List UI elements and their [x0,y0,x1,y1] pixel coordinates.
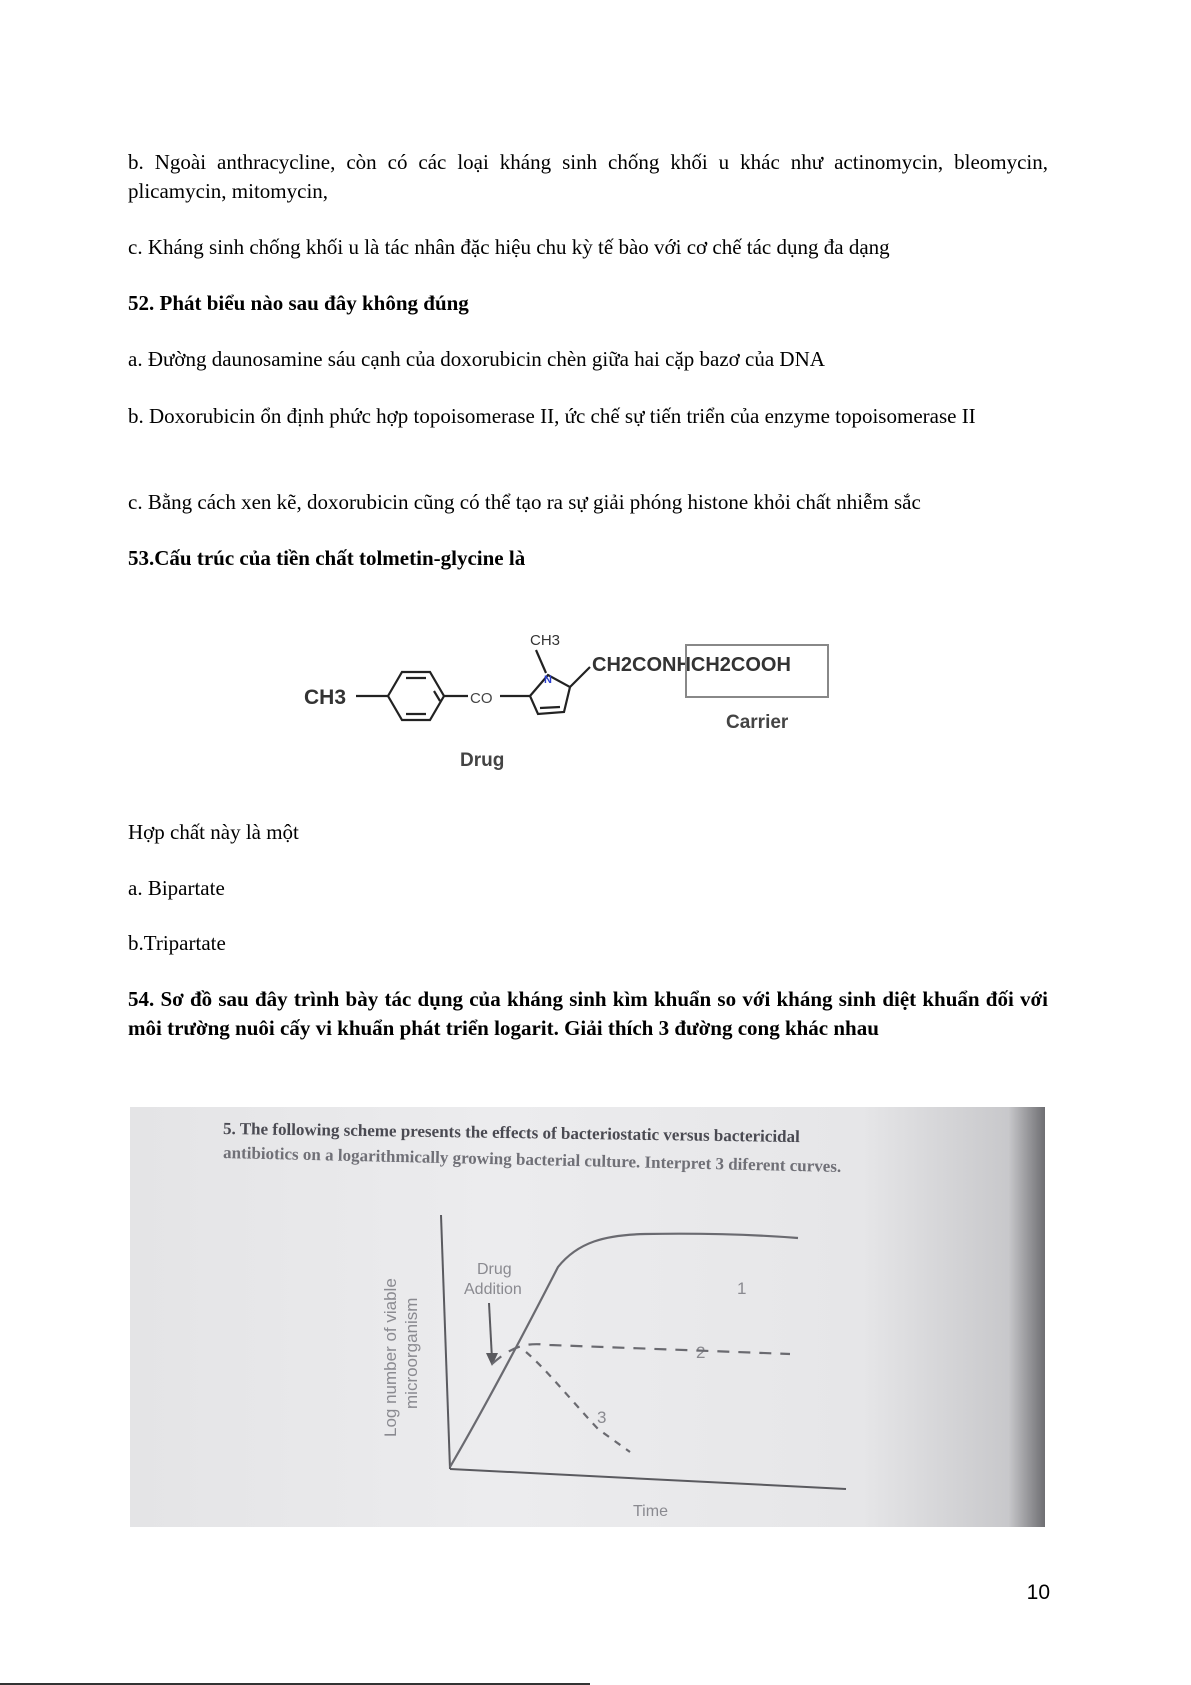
nitrogen-label: N [544,674,552,686]
curve-2-label: 2 [696,1343,706,1362]
option-c-antitumor-antibiotics: c. Kháng sinh chống khối u là tác nhân đặc hiệu chu kỳ tế bào với cơ chế tác dụng đa dạng [128,235,890,259]
curve-1-label: 1 [737,1279,747,1298]
question-52-title: 52. Phát biểu nào sau đây không đúng [128,291,469,315]
question-52-option-c: c. Bằng cách xen kẽ, doxorubicin cũng có thể tạo ra sự giải phóng histone khỏi chất nhiễm sắc [128,490,921,514]
drug-addition-label-line2: Addition [464,1281,522,1298]
photo-header-line2: antibiotics on a logarithmically growing bacterial culture. Interpret 3 diferent curves. [222,1143,842,1177]
drug-addition-label-line1: Drug [477,1261,512,1278]
question-52-option-b: b. Doxorubicin ổn định phức hợp topoisomerase II, ức chế sự tiến triển của enzyme topoisomerase II [128,404,976,428]
ch3-top-label: CH3 [530,632,561,649]
y-axis-label-line1: Log number of viable [381,1278,400,1437]
question-53-option-a: a. Bipartate [128,876,225,900]
option-b-antitumor-antibiotics: b. Ngoài anthracycline, còn có các loại kháng sinh chống khối u khác như actinomycin, bleomycin, plicamycin, mitomycin, [128,150,1048,203]
y-axis-label-line2: microorganism [402,1297,421,1409]
question-53-option-b: b.Tripartate [128,931,226,955]
ch3-left-label: CH3 [304,686,347,709]
drug-addition-arrow [486,1303,498,1366]
question-54-title: 54. Sơ đồ sau đây trình bày tác dụng của kháng sinh kìm khuẩn so với kháng sinh diệt khuẩn đối với môi trường nuôi cấy vi khuẩn phát triển logarit. Giải thích 3 đường cong khác nhau [128,987,1048,1040]
carrier-label: Carrier [726,712,789,733]
x-axis-label: Time [633,1503,668,1520]
carbonyl-label: CO [470,690,493,707]
curve-3-line [526,1352,630,1452]
question-52-option-a: a. Đường daunosamine sáu cạnh của doxorubicin chèn giữa hai cặp bazơ của DNA [128,347,825,371]
tolmetin-glycine-structure [290,615,850,790]
question-53-stem: Hợp chất này là một [128,820,299,844]
bacterial-growth-photo [130,1107,1045,1527]
question-53-title: 53.Cấu trúc của tiền chất tolmetin-glycine là [128,546,526,570]
drug-label: Drug [460,750,505,771]
side-chain-label: CH2CONHCH2COOH [592,654,791,676]
curve-3-label: 3 [597,1408,607,1427]
photo-header-line1: 5. The following scheme presents the effects of bacteriostatic versus bactericidal [222,1119,800,1147]
page-number: 10 [1026,1581,1050,1604]
